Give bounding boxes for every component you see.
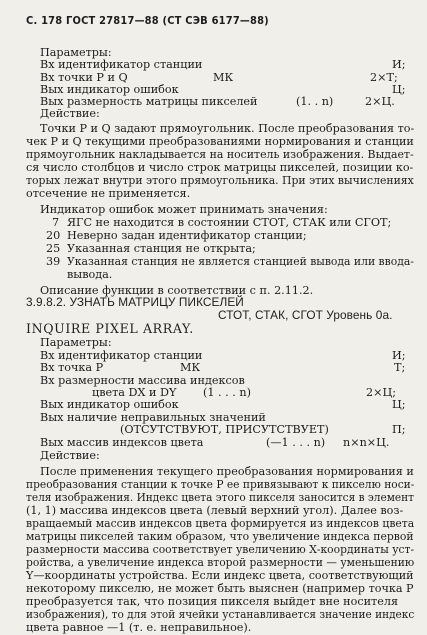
action-line — [0, 569, 427, 583]
action-text: изображения), то для этой ячейки устанавливается значение индекс — [26, 608, 415, 621]
param-range: (—1 . . . n) — [266, 436, 326, 449]
error-text: Неверно задан идентификатор станции; — [67, 229, 307, 242]
reference-text: Описание функции в соответствии с п. 2.11.2. — [40, 284, 314, 297]
param-row — [0, 398, 427, 412]
action-text: (1, 1) массива индексов цвета (левый верхний угол). Далее воз- — [26, 504, 404, 517]
action-line — [0, 517, 427, 531]
param-range: (1 . . . n) — [203, 386, 251, 399]
action-line — [0, 543, 427, 557]
error-tail-text: вывода. — [67, 268, 113, 281]
param-code: 2×Ц; — [366, 386, 397, 399]
param-name: Вых массив индексов цвета — [40, 436, 204, 449]
error-item — [0, 229, 427, 243]
param-name: Вых наличие неправильных значений — [40, 411, 266, 424]
param-name: Вх идентификатор станции — [40, 349, 203, 362]
params-label-text: Параметры: — [40, 336, 112, 349]
action-line — [0, 556, 427, 570]
action-line — [0, 582, 427, 596]
param-type: МК — [180, 361, 201, 374]
action-text: Y—координаты устройства. Если индекс цвета, соответствующий — [26, 569, 414, 582]
action-line — [0, 504, 427, 518]
error-item — [0, 255, 427, 269]
action-line — [0, 595, 427, 609]
param-code: П; — [392, 423, 406, 436]
param-code: И; — [392, 58, 406, 71]
param-row — [0, 361, 427, 375]
errors-intro-text: Индикатор ошибок может принимать значения: — [40, 203, 328, 216]
param-row — [0, 423, 427, 437]
params-label-text: Параметры: — [40, 46, 112, 59]
action-text: размерности массива соответствует увеличению Х-координаты уст- — [26, 543, 415, 556]
section-title-text: 3.9.8.2. УЗНАТЬ МАТРИЦУ ПИКСЕЛЕЙ — [26, 295, 244, 309]
action-text: чек Р и Q текущими преобразованиями нормирования и станции — [26, 135, 414, 148]
action-text: ся число столбцов и число строк матрицы пикселей, позиции ко- — [26, 161, 414, 174]
param-code: Ц; — [392, 398, 406, 411]
action-line — [0, 187, 427, 201]
action-text: После применения текущего преобразования нормирования и — [40, 465, 414, 478]
param-name: Вх размерности массива индексов — [40, 374, 245, 387]
param-code: n×n×Ц. — [343, 436, 390, 449]
action-text: ройства, а увеличение индекса второй размерности — уменьшению — [26, 556, 415, 569]
action-text: некоторому пикселю, не может быть выяснен (например точка Р — [26, 582, 414, 595]
action-line — [0, 148, 427, 162]
param-name: Вх точка Р — [40, 361, 104, 374]
param-name: Вых размерность матрицы пикселей — [40, 95, 258, 108]
header-text: С. 178 ГОСТ 27817—88 (СТ СЭВ 6177—88) — [26, 14, 269, 27]
param-row — [0, 58, 427, 72]
action-line — [0, 478, 427, 492]
error-text: Указанная станция не является станцией вывода или ввода- — [67, 255, 414, 268]
action-line — [0, 465, 427, 479]
action-text: вращаемый массив индексов цвета формируется из индексов цвета — [26, 517, 415, 530]
action-line — [0, 608, 427, 622]
error-code: 39 — [46, 255, 61, 268]
action-label-text: Действие: — [40, 449, 100, 462]
param-name: Вх точки Р и Q — [40, 71, 128, 84]
param-code: Т; — [394, 361, 406, 374]
error-text: ЯГС не находится в состоянии СТОТ, СТАК или СГОТ; — [67, 216, 392, 229]
param-type: МК — [213, 71, 234, 84]
params-label — [0, 336, 427, 350]
action-text: торых лежат внутри этого прямоугольника. При этих вычислениях — [26, 174, 414, 187]
error-item — [0, 242, 427, 256]
action-text: Точки Р и Q задают прямоугольник. После преобразования то- — [40, 122, 415, 135]
param-name: Вых индикатор ошибок — [40, 398, 179, 411]
param-code: И; — [392, 349, 406, 362]
action-text: теля изображения. Индекс цвета этого пикселя заносится в элемент — [26, 491, 415, 504]
section-english-text: INQUIRE PIXEL ARRAY. — [26, 321, 194, 336]
action-label — [0, 449, 427, 463]
action-line — [0, 621, 427, 635]
param-code: 2×Ц. — [365, 95, 395, 108]
action-line — [0, 161, 427, 175]
action-line — [0, 491, 427, 505]
action-text: матрицы пикселей таким образом, что увеличение индекса первой — [26, 530, 414, 543]
action-line — [0, 174, 427, 188]
page-header — [0, 14, 427, 28]
action-text: цвета равное —1 (т. е. неправильное). — [26, 621, 252, 634]
param-name: цвета DX и DY — [92, 386, 177, 399]
action-text: преобразования станции к точке Р ее привязывают к пикселю носи- — [26, 478, 415, 491]
param-row — [0, 436, 427, 450]
param-name: Вх идентификатор станции — [40, 58, 203, 71]
error-code: 7 — [52, 216, 60, 229]
action-line — [0, 135, 427, 149]
error-item — [0, 216, 427, 230]
error-tail — [0, 268, 427, 282]
errors-intro — [0, 203, 427, 217]
param-code: Ц; — [392, 83, 406, 96]
action-label — [0, 107, 427, 121]
action-line — [0, 122, 427, 136]
param-name: (ОТСУТСТВУЮТ, ПРИСУТСТВУЕТ) — [120, 423, 329, 436]
param-name: Вых индикатор ошибок — [40, 83, 179, 96]
section-english — [0, 322, 427, 336]
error-text: Указанная станция не открыта; — [67, 242, 256, 255]
action-label-text: Действие: — [40, 107, 100, 120]
action-line — [0, 530, 427, 544]
error-code: 25 — [46, 242, 61, 255]
param-code: 2×Т; — [370, 71, 398, 84]
section-states-text: СТОТ, СТАК, СГОТ Уровень 0а. — [218, 308, 393, 322]
action-text: прямоугольник накладывается на носитель изображения. Выдает- — [26, 148, 414, 161]
error-code: 20 — [46, 229, 61, 242]
action-text: отсечение не применяется. — [26, 187, 191, 200]
action-text: преобразуется так, что позиция пикселя выйдет вне носителя — [26, 595, 399, 608]
param-range: (1. . n) — [296, 95, 334, 108]
